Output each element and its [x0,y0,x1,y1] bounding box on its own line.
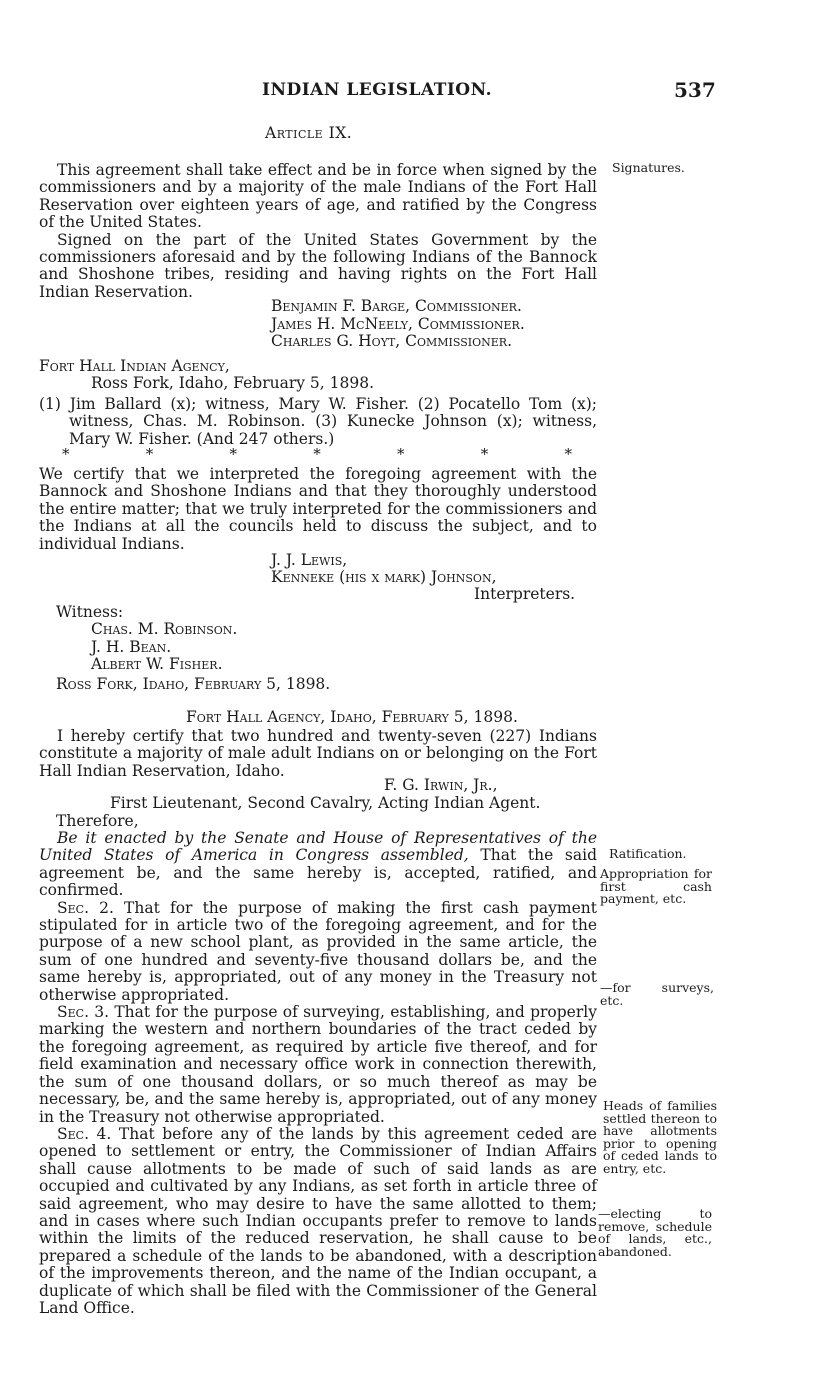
section-4 [39,1126,597,1317]
star: * [480,445,489,463]
star: * [145,445,154,463]
star: * [62,445,70,463]
margin-note-appropriation: Appropriation for first cash payment, etc. [600,866,712,906]
interpreter-name: Kenneke (his x mark) Johnson, [271,568,497,586]
omission-stars [62,445,572,463]
agency-place-date: Ross Fork, Idaho, February 5, 1898. [91,374,375,392]
margin-note-electing: —electing to remove, schedule of lands, etc., abandoned. [598,1206,712,1259]
margin-note-heads-of-families: Heads of families settled thereon to have allotments prior to opening of ceded lands to entry, etc. [603,1098,717,1176]
star: * [229,445,237,463]
article-heading: Article IX. [265,124,353,142]
act-body [39,830,597,1317]
commissioner-line: Benjamin F. Barge, Commissioner. [271,297,522,315]
signers-block [39,396,597,448]
section-label: Sec. 3. [57,1003,110,1022]
page-number: 537 [674,78,716,102]
margin-note-ratification: Ratification. [609,846,687,861]
paragraph-signed: Signed on the part of the United States Government by the commissioners aforesaid and by the following Indians of the Bannock and Shoshone tribes, residing and having rights on the Fort Hall Indian Reservation. [39,230,597,301]
running-title: INDIAN LEGISLATION. [262,80,492,100]
witness-label: Witness: [56,603,124,621]
section-3 [39,1004,597,1126]
section-text: That for the purpose of surveying, establishing, and properly marking the western and northern boundaries of the tract ceded by the foregoing agreement, as required by article five thereof, and for field examination and necessary office work in connection therewith, the sum of one thousand dollars, or so much thereof as may be necessary, be, and the same hereby is, appropriated, out of any money in the Treasury not otherwise appropriated. [39,1003,597,1126]
margin-note-signatures: Signatures. [612,160,685,175]
commissioner-line: Charles G. Hoyt, Commissioner. [271,332,513,350]
enacting-clause [39,830,597,900]
certification-block [39,466,597,553]
section-label: Sec. 4. [57,1124,112,1143]
agency-name: Fort Hall Indian Agency, [39,357,230,375]
star: * [397,445,405,463]
agency-cert-signer: F. G. Irwin, Jr., [384,776,498,794]
paragraph-effect: This agreement shall take effect and be in force when signed by the commissioners and by a majority of the male Indians of the Fort Hall Reservation over eighteen years of age, and ratified by the Congress of the United States. [39,161,597,232]
star: * [564,445,572,463]
interpreters-title: Interpreters. [474,585,576,603]
article-body [39,162,597,301]
section-text: That for the purpose of making the first cash payment stipulated for in article two of the foregoing agreement, and for the purpose of a new school plant, as provided in the same article, the sum of one hundred and seventy-five thousand dollars be, and the same hereby is, appropriated, out of any money in the Treasury not otherwise appropriated. [39,898,597,1004]
witness-name: Chas. M. Robinson. [91,620,238,638]
margin-note-surveys: —for surveys, etc. [600,980,714,1008]
star: * [313,445,321,463]
witness-place-date: Ross Fork, Idaho, February 5, 1898. [56,675,331,693]
witness-name: J. H. Bean. [91,638,172,656]
certification-text: We certify that we interpreted the foregoing agreement with the Bannock and Shoshone Indians and that they thoroughly understood the entire matter; that we truly interpreted for the commissioners and the Indians at all the councils held to discuss the subject, and to individual Indians. [39,465,597,553]
section-2 [39,900,597,1004]
section-text: That before any of the lands by this agreement ceded are opened to settlement or entry, the Commissioner of Indian Affairs shall cause allotments to be made of such of said lands as are occupied and cultivated by any Indians, as set forth in article three of said agreement, who may desire to have the same allotted to them; and in cases where such Indian occupants prefer to remove to lands within the limits of the reduced reservation, he shall cause to be prepared a schedule of the lands to be abandoned, with a description of the improvements thereon, and the name of the Indian occupant, a duplicate of which shall be filed with the Commissioner of the General Land Office. [39,1124,597,1317]
witness-name: Albert W. Fisher. [91,655,223,673]
section-label: Sec. 2. [57,898,114,917]
enacting-rest: That the said agreement be, and the same hereby is, accepted, ratified, and confirmed. [39,846,598,900]
signers-text: (1) Jim Ballard (x); witness, Mary W. Fisher. (2) Pocatello Tom (x); witness, Chas. M. Robinson. (3) Kunecke Johnson (x); witness, Mary W. Fisher. (And 247 others.) [39,395,597,448]
agency-cert-signer-title: First Lieutenant, Second Cavalry, Acting Indian Agent. [110,794,541,812]
commissioner-line: James H. McNeely, Commissioner. [271,315,525,333]
agency-cert-text: I hereby certify that two hundred and twenty-seven (227) Indians constitute a majority of male adult Indians on or belonging on the Fort Hall Indian Reservation, Idaho. [39,727,597,780]
agency-cert-place-date: Fort Hall Agency, Idaho, February 5, 1898. [186,708,518,726]
agency-cert-block [39,728,597,780]
interpreter-name: J. J. Lewis, [271,551,348,569]
enacting-italic: Be it enacted by the Senate and House of Representatives of the United States of America in Congress assembled, [39,829,597,865]
therefore-text: Therefore, [56,812,139,830]
